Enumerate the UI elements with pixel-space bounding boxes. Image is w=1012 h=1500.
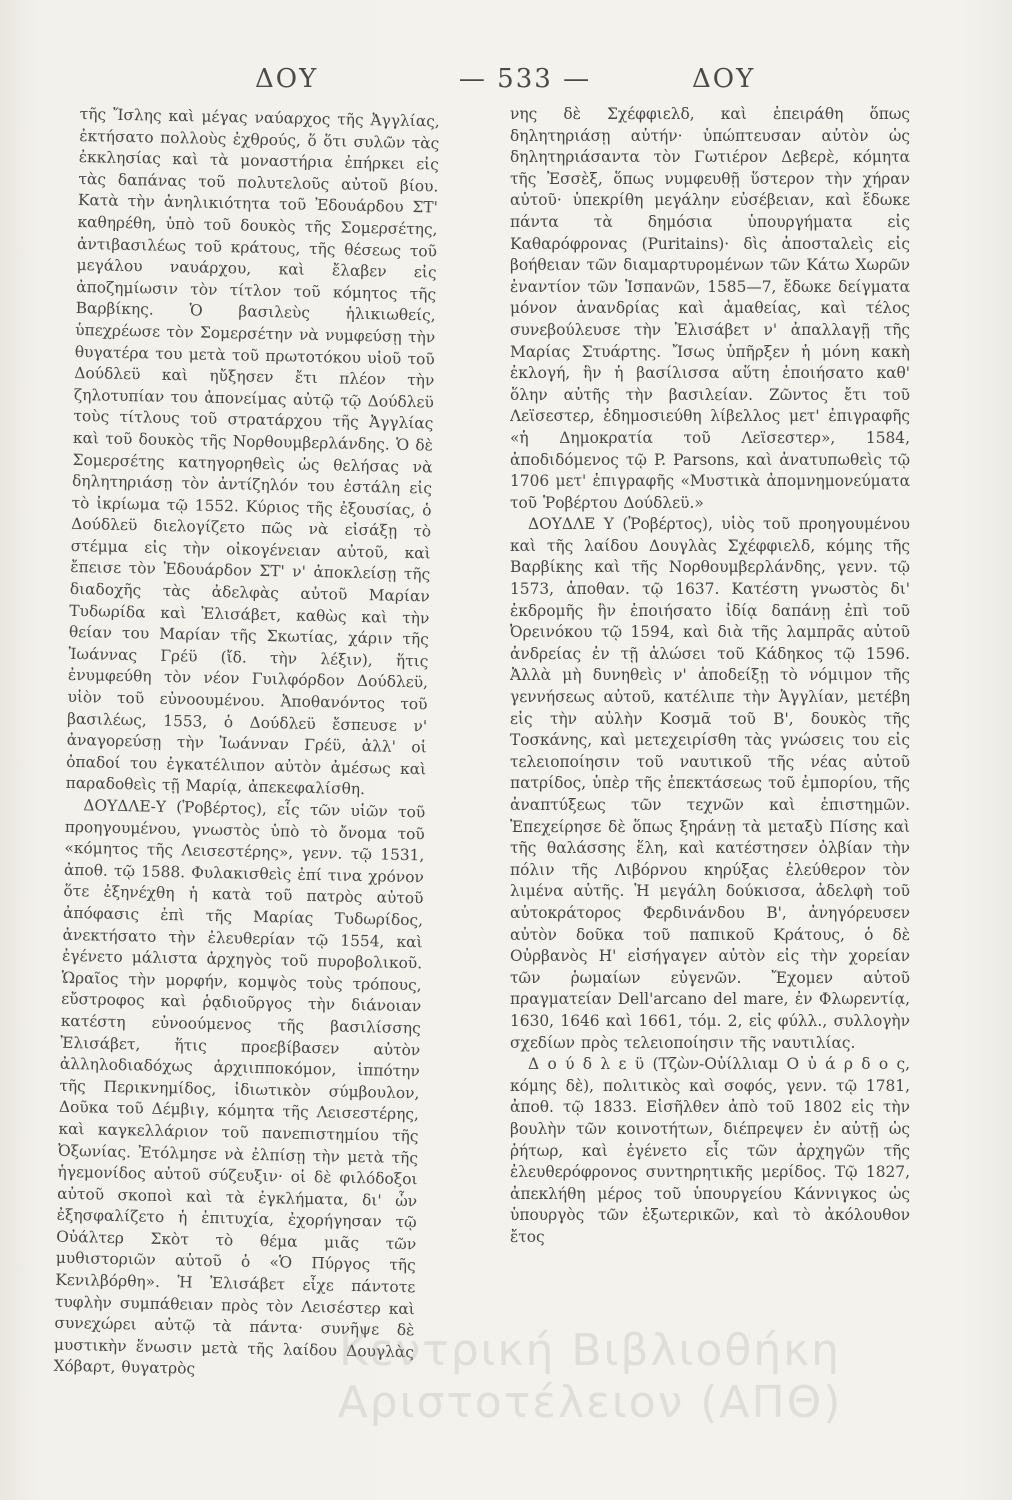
watermark-line: Κεντρική Βιβλιοθήκη: [339, 1325, 841, 1376]
entry-text: τῆς Ἴσλης καὶ μέγας ναύαρχος τῆς Ἀγγλίας, ἐκτήσατο πολλοὺς ἐχθρούς, ὅ ὅτι συλῶν τὰς ἐκκλησίας καὶ τὰ μοναστήρια ἐπήρκει εἰς τὰς δαπάνας τοῦ πολυτελοῦς αὐτοῦ βίου. Κατὰ τὴν ἀνηλικιότητα τοῦ Ἐδουάρδου ΣΤ' καθηρέθη, ὑπὸ τοῦ δουκὸς τῆς Σομερσέτης, ἀντιβασιλέως τοῦ κράτους, τῆς θέσεως τοῦ μεγάλου ναυάρχου, καὶ ἔλαβεν εἰς ἀποζημίωσιν τὸν τίτλον τοῦ κόμητος τῆς Βαρβίκης. Ὁ βασιλεὺς ἡλικιωθείς, ὑπεχρέωσε τὸν Σομερσέτην νὰ νυμφεύσῃ τὴν θυγατέρα του μετὰ τοῦ πρωτοτόκου υἱοῦ τοῦ Δούδλεϋ καὶ ηὔξησεν ἔτι πλέον τὴν ζηλοτυπίαν του ἀπονείμας αὐτῷ τῷ Δούδλεϋ τοὺς τίτλους τοῦ στρατάρχου τῆς Ἀγγλίας καὶ τοῦ δουκὸς τῆς Νορθουμβερλάνδης. Ὁ δὲ Σομερσέτης κατηγορηθεὶς ὡς θελήσας νὰ δηλητηριάσῃ τὸν ἀντίζηλόν του ἐστάλη εἰς τὸ ἰκρίωμα τῷ 1552. Κύριος τῆς ἐξουσίας, ὁ Δούδλεϋ διελογίζετο πῶς νὰ εἰσάξῃ τὸ στέμμα εἰς τὴν οἰκογένειαν αὐτοῦ, καὶ ἔπεισε τὸν Ἐδουάρδον ΣΤ' ν' ἀποκλείσῃ τῆς διαδοχῆς τὰς ἀδελφὰς αὐτοῦ Μαρίαν Τυδωρίδα καὶ Ἐλισάβετ, καθὼς καὶ τὴν θείαν του Μαρίαν τῆς Σκωτίας, χάριν τῆς Ἰωάννας Γρέϋ (ἴδ. τὴν λέξιν), ἥτις ἐνυμφεύθη τὸν νέον Γυιλφόρδον Δούδλεϋ, υἱὸν τοῦ εὐνοουμένου. Ἀποθανόντος τοῦ βασιλέως, 1553, ὁ Δούδλεϋ ἔσπευσε ν' ἀναγορεύσῃ τὴν Ἰωάνναν Γρέϋ, ἀλλ' οἱ ὀπαδοί του ἐγκατέλιπον αὐτὸν ἀμέσως καὶ παραδοθεὶς τῇ Μαρίᾳ, ἀπεκεφαλίσθη.: [65, 104, 440, 799]
running-head-left: ΔΟΥ: [255, 64, 319, 94]
page-number: — 533 —: [458, 64, 592, 94]
entry-text-continued: νης δὲ Σχέφφιελδ, καὶ ἐπειράθη ὅπως δηλητηριάσῃ αὐτήν· ὑπώπτευσαν αὐτὸν ὡς δηλητηριάσαντα τὸν Γωτιέρον Δεβερὲ, κόμητα τῆς Ἐσσὲξ, ὅπως νυμφευθῇ ὕστερον τὴν χήραν αὐτοῦ· ὑπεκρίθη μεγάλην εὐσέβειαν, καὶ ἔδωκε πάντα τὰ δημόσια ὑπουργήματα εἰς Καθαρόφρονας (Puritains)· δὶς ἀποσταλεὶς εἰς βοήθειαν τῶν διαμαρτυρομένων τῶν Κάτω Χωρῶν ἐναντίον τῶν Ἱσπανῶν, 1585—7, ἔδωκε δείγματα μόνον ἀνανδρίας καὶ ἀμαθείας, καὶ τέλος συνεβούλευσε τὴν Ἐλισάβετ ν' ἀπαλλαγῇ τῆς Μαρίας Στυάρτης. Ἴσως ὑπῆρξεν ἡ μόνη κακὴ ἐκλογή, ἣν ἡ βασίλισσα αὕτη ἐποιήσατο καθ' ὅλην αὐτῆς τὴν βασιλείαν. Ζῶντος ἔτι τοῦ Λεϊσεστερ, ἐδημοσιεύθη λίβελλος μετ' ἐπιγραφῆς «ἡ Δημοκρατία τοῦ Λεϊσεστερ», 1584, ἀποδιδόμενος τῷ P. Parsons, καὶ ἀνατυπωθεὶς τῷ 1706 μετ' ἐπιγραφῆς «Μυστικὰ ἀπομνημονεύματα τοῦ Ῥοβέρτου Δούδλεϋ.»: [510, 105, 910, 512]
entry-robert-dudley-son: ΔΟΥΔΛΕ Υ (Ῥοβέρτος), υἱὸς τοῦ προηγουμένου καὶ τῆς λαίδου Δουγλὰς Σχέφφιελδ, κόμης τῆς Βαρβίκης καὶ τῆς Νορθουμβερλάνδης, γενν. τῷ 1573, ἀποθαν. τῷ 1637. Κατέστη γνωστὸς δι' ἐκδρομῆς ἣν ἐποιήσατο ἰδίᾳ δαπάνῃ ἐπὶ τοῦ Ὀρεινόκου τῷ 1594, καὶ διὰ τῆς λαμπρᾶς αὐτοῦ ἀνδρείας ἐν τῇ ἁλώσει τοῦ Κάδηκος τῷ 1596. Ἀλλὰ μὴ δυνηθεὶς ν' ἀποδείξῃ τὸ νόμιμον τῆς γεννήσεως αὐτοῦ, κατέλιπε τὴν Ἀγγλίαν, μετέβη εἰς τὴν αὐλὴν Κοσμᾶ τοῦ Β', δουκὸς τῆς Τοσκάνης, καὶ μετεχειρίσθη τὰς γνώσεις του εἰς τελειοποίησιν τοῦ ναυτικοῦ τῆς νέας αὐτοῦ πατρίδος, ὑπὲρ τῆς ἐπεκτάσεως τοῦ ἐμπορίου, τῆς ἀναπτύξεως τῶν τεχνῶν καὶ ἐπιστημῶν. Ἐπεχείρησε δὲ ὅπως ξηράνῃ τὰ μεταξὺ Πίσης καὶ τῆς θαλάσσης ἕλη, καὶ κατέστησεν ὀλβίαν τὴν πόλιν τῆς Λιβόρνου κηρύξας ἐλεύθερον τὸν λιμένα αὐτῆς. Ἡ μεγάλη δούκισσα, ἀδελφὴ τοῦ αὐτοκράτορος Φερδινάνδου Β', ἀνηγόρευσεν αὐτὸν δοῦκα τοῦ παπικοῦ Κράτους, ὁ δὲ Οὐρβανὸς Η' εἰσήγαγεν αὐτὸν εἰς τὴν χορείαν τῶν ῥωμαίων εὐγενῶν. Ἔχομεν αὐτοῦ πραγματείαν Dell'arcano del mare, ἐν Φλωρεντίᾳ, 1630, 1646 καὶ 1661, τόμ. 2, εἰς φύλλ., συλλογὴν σχεδίων πρὸς τελειοποίησιν τῆς ναυτιλίας.: [510, 515, 910, 1052]
running-head-right: ΔΟΥ: [692, 64, 756, 94]
watermark-line: Αριστοτέλειον (ΑΠΘ): [337, 1377, 843, 1428]
right-column: [510, 104, 910, 1424]
page-header: [80, 64, 960, 100]
entry-john-william-ward: Δ ο ύ δ λ ε ϋ (Τζὼν-Οὐίλλιαμ Ο ὐ ά ρ δ ο ς, κόμης δὲ), πολιτικὸς καὶ σοφός, γενν. τῷ 1781, ἀποθ. τῷ 1833. Εἰσῆλθεν ἀπὸ τοῦ 1802 εἰς τὴν βουλὴν τῶν κοινοτήτων, διέπρεψεν ἐν αὐτῇ ὡς ῥήτωρ, καὶ ἐγένετο εἷς τῶν ἀρχηγῶν τῆς ἐλευθερόφρονος συντηρητικῆς μερίδος. Τῷ 1827, ἀπεκλήθη μέρος τοῦ ὑπουργείου Κάννιγκος ὡς ὑπουργὸς τῶν ἐξωτερικῶν, καὶ τὸ ἀκόλουθον ἔτος: [510, 1055, 910, 1246]
entry-robert-dudley-leicester: ΔΟΥΔΛΕ-Υ (Ῥοβέρτος), εἷς τῶν υἱῶν τοῦ προηγουμένου, γνωστὸς ὑπὸ τὸ ὄνομα τοῦ «κόμητος τῆς Λεισεστέρης», γενν. τῷ 1531, ἀποθ. τῷ 1588. Φυλακισθεὶς ἐπί τινα χρόνον ὅτε ἐξηνέχθη ἡ κατὰ τοῦ πατρὸς αὐτοῦ ἀπόφασις ἐπὶ τῆς Μαρίας Τυδωρίδος, ἀνεκτήσατο τὴν ἐλευθερίαν τῷ 1554, καὶ ἐγένετο μάλιστα ἀρχηγὸς τοῦ πυροβολικοῦ. Ὡραῖος τὴν μορφήν, κομψὸς τοὺς τρόπους, εὔστροφος καὶ ῥᾳδιοῦργος τὴν διάνοιαν κατέστη εὐνοούμενος τῆς βασιλίσσης Ἐλισάβετ, ἥτις προεβίβασεν αὐτὸν ἀλληλοδιαδόχως ἀρχιιπποκόμον, ἱππότην τῆς Περικνημίδος, ἰδιωτικὸν σύμβουλον, Δοῦκα τοῦ Δέμβιγ, κόμητα τῆς Λεισεστέρης, καὶ καγκελλάριον τοῦ πανεπιστημίου τῆς Ὀξωνίας. Ἐτόλμησε νὰ ἐλπίσῃ τὴν μετὰ τῆς ἡγεμονίδος αὐτοῦ σύζευξιν· οἱ δὲ φιλόδοξοι αὐτοῦ σκοποὶ καὶ τὰ ἐγκλήματα, δι' ὧν ἐξησφαλίζετο ἡ ἐπιτυχία, ἐχορήγησαν τῷ Οὐάλτερ Σκὸτ τὸ θέμα μιᾶς τῶν μυθιστοριῶν αὐτοῦ ὁ «Ὁ Πύργος τῆς Κενιλβόρθη». Ἡ Ἐλισάβετ εἶχε πάντοτε τυφλὴν συμπάθειαν πρὸς τὸν Λεισέστερ καὶ συνεχώρει αὐτῷ τὰ πάντα· συνῆψε δὲ μυστικὴν ἕνωσιν μετὰ τῆς λαίδου Δουγλὰς Χόβαρτ, θυγατρὸς: [53, 796, 426, 1379]
left-column: [52, 104, 440, 1431]
